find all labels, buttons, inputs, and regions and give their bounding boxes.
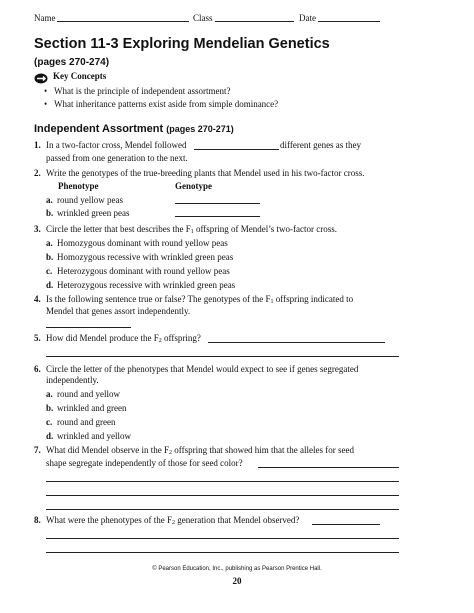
q3-option[interactable]: b. Homozygous recessive with wrinkled green peas <box>46 252 234 262</box>
key-icon <box>34 71 50 82</box>
question-2: 2. Write the genotypes of the true-breeding plants that Mendel used in his two-factor cross. <box>34 168 365 178</box>
question-4-text: Mendel that genes assort independently. <box>46 306 191 316</box>
section-title: Section 11-3 Exploring Mendelian Genetics <box>34 36 330 52</box>
q7-answer-line[interactable] <box>46 495 399 496</box>
q6-option[interactable]: d. wrinkled and yellow <box>46 431 131 441</box>
q3-option[interactable]: d. Heterozygous recessive with wrinkled green peas <box>46 280 236 290</box>
q7-answer-line[interactable] <box>46 481 399 482</box>
q6-option[interactable]: c. round and green <box>46 417 116 427</box>
question-3: 3. Circle the letter that best describes the $F_1$ offspring of Mendel’s two-factor cross. <box>34 224 338 235</box>
q7-answer-line[interactable] <box>258 467 399 468</box>
q2-row: b. wrinkled green peas <box>46 208 130 218</box>
q5-answer-line[interactable] <box>46 356 399 357</box>
q3-option[interactable]: a. Homozygous dominant with round yellow peas <box>46 238 228 248</box>
question-1: 1. In a two-factor cross, Mendel followed <box>34 140 187 150</box>
q4-answer[interactable] <box>46 327 131 328</box>
class-label: Class <box>193 13 213 23</box>
q8-answer-line[interactable] <box>312 524 380 525</box>
q6-option[interactable]: a. round and yellow <box>46 389 120 399</box>
question-4: 4. Is the following sentence true or false? The genotypes of the $F_1$ offspring indicated to <box>34 294 354 305</box>
question-1-text: different genes as they <box>280 140 362 150</box>
genotype-header: Genotype <box>175 181 212 191</box>
q2-row: a. round yellow peas <box>46 195 123 205</box>
key-concept-item: • What inheritance patterns exist aside from simple dominance? <box>44 99 278 110</box>
question-6-text: independently. <box>46 375 99 385</box>
question-5: 5. How did Mendel produce the $F_2$ offspring? <box>34 333 201 344</box>
question-7: 7. What did Mendel observe in the $F_2$ offspring that showed him that the alleles for seed <box>34 445 355 456</box>
q8-answer-line[interactable] <box>46 552 399 553</box>
q1-answer[interactable] <box>194 149 279 150</box>
date-label: Date <box>299 13 316 23</box>
name-label: Name <box>34 13 56 23</box>
q2b-answer[interactable] <box>175 216 260 217</box>
question-6: 6. Circle the letter of the phenotypes that Mendel would expect to see if genes segregated <box>34 364 359 374</box>
class-field[interactable] <box>215 21 294 22</box>
copyright-notice: © Pearson Education, Inc., publishing as Pearson Prentice Hall. <box>152 566 322 572</box>
phenotype-header: Phenotype <box>58 181 99 191</box>
section-pages: (pages 270-274) <box>34 57 110 68</box>
q5-answer-line[interactable] <box>208 342 385 343</box>
date-field[interactable] <box>318 21 380 22</box>
name-field[interactable] <box>57 21 189 22</box>
question-1-text: passed from one generation to the next. <box>46 153 188 163</box>
q6-option[interactable]: b. wrinkled and green <box>46 403 127 413</box>
question-8: 8. What were the phenotypes of the $F_2$ generation that Mendel observed? <box>34 515 300 526</box>
q7-answer-line[interactable] <box>46 509 399 510</box>
key-concepts-label: Key Concepts <box>53 71 107 81</box>
q8-answer-line[interactable] <box>46 538 399 539</box>
question-7-text: shape segregate independently of those for seed color? <box>46 458 243 468</box>
q3-option[interactable]: c. Heterozygous dominant with round yellow peas <box>46 266 230 276</box>
key-concept-item: • What is the principle of independent assortment? <box>44 86 230 97</box>
q2a-answer[interactable] <box>175 203 260 204</box>
page-number: 20 <box>232 576 242 586</box>
subheading: Independent Assortment (pages 270-271) <box>34 123 234 135</box>
